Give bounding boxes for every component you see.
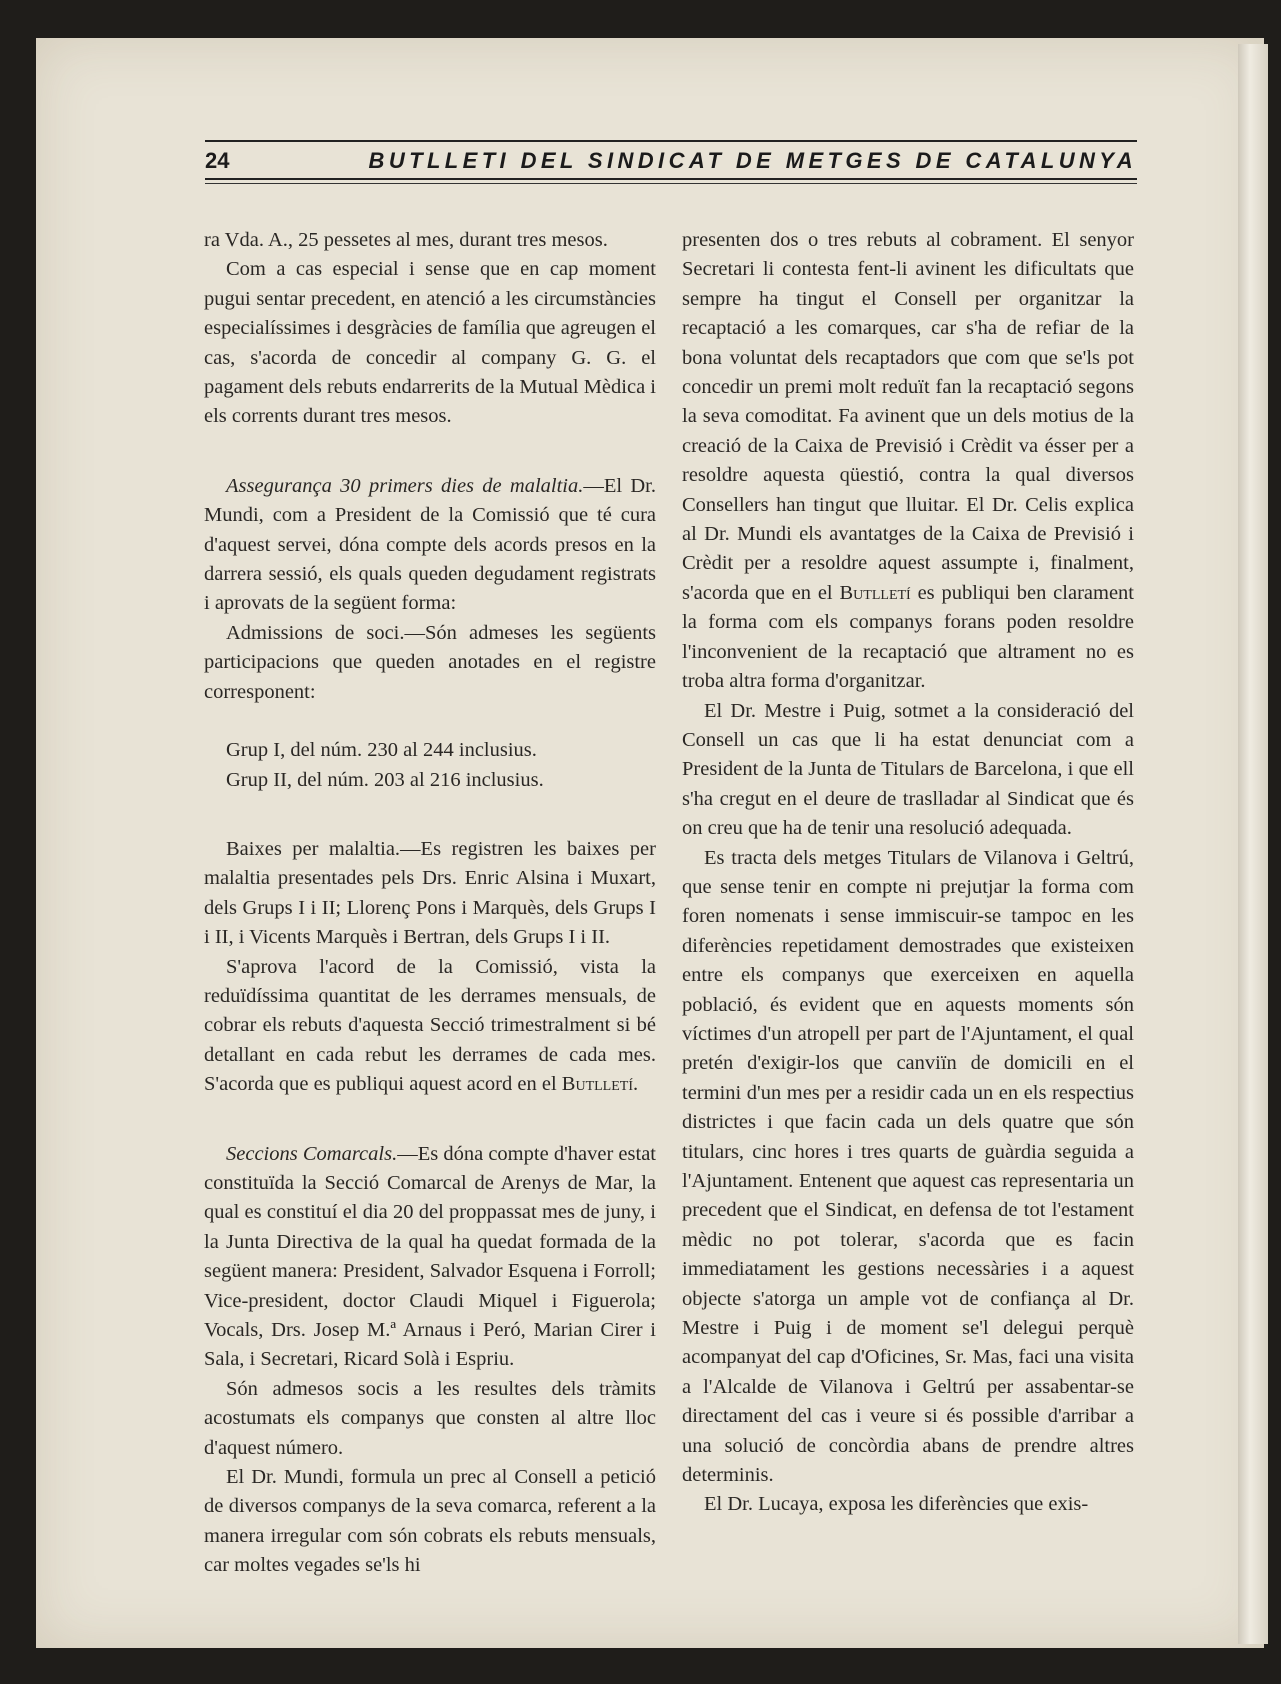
paragraph-body: es publiqui ben clarament la forma com els companys forans poden resoldre l'inconvenient de la recaptació que altrament no es troba altra forma d'organitzar. <box>682 581 1134 693</box>
paragraph <box>204 953 656 1100</box>
paragraph: Baixes per malaltia.—Es registren les baixes per malaltia presentades pels Drs. Enric Alsina i Muxart, dels Grups I i II; Llorenç Pons i Marquès, dels Grups I i II, i Vicents Marquès i Bertran, dels Grups I i II. <box>204 837 656 949</box>
running-header <box>205 140 1137 184</box>
paragraph <box>204 1140 656 1375</box>
paragraph: Es tracta dels metges Titulars de Vilanova i Geltrú, que sense tenir en compte ni prejutjar la forma com foren nomenats i sense immiscuir-se tampoc en les diferències repetidament demostrades que existeixen entre els companys que exerceixen en aquella població, és evident que en aquests moments són víctimes d'un atropell per part de l'Ajuntament, el qual pretén d'exigir-los que canviïn de domicili en el termini d'un mes per a residir cada un en els respectius districtes i que facin cada un dels quatre que són titulars, cinc hores i tres quarts de guàrdia seguida a l'Ajuntament. Entenent que aquest cas representaria un precedent que el Sindicat, en defensa de tot l'estament mèdic no pot tolerar, s'acorda que es facin immediatament les gestions necessàries i a aquest objecte s'atorga un ample vot de confiança al Dr. Mestre i Puig i de moment se'l delegui perquè acompanyat del cap d'Oficines, Sr. Mas, faci una visita a l'Alcalde de Vilanova i Geltrú per assabentar-se directament del cas i veure si és possible d'arribar a una solució de concòrdia abans de prendre altres determinis. <box>682 846 1134 1487</box>
paragraph: Com a cas especial i sense que en cap moment pugui sentar precedent, en atenció a les circumstàncies especialíssimes i desgràcies de família que agreugen el cas, s'acorda de concedir al company G. G. el pagament dels rebuts endarrerits de la Mutual Mèdica i els corrents durant tres mesos. <box>204 258 656 428</box>
right-column <box>682 226 1134 1520</box>
section-heading: Assegurança 30 primers dies de malaltia. <box>226 474 584 497</box>
paragraph <box>204 472 656 619</box>
paragraph <box>682 226 1134 697</box>
running-title: BUTLLETI DEL SINDICAT DE METGES DE CATALUNYA <box>368 148 1137 173</box>
header-row <box>205 142 1137 178</box>
group-list <box>226 736 656 795</box>
section-heading: Seccions Comarcals. <box>226 1142 398 1165</box>
paragraph: Admissions de soci.—Són admeses les següents participacions que queden anotades en el registre corresponent: <box>204 621 656 703</box>
paragraph: El Dr. Mestre i Puig, sotmet a la consideració del Consell un cas que li ha estat denunciat com a President de la Junta de Titulars de Barcelona, i que ell s'ha cregut en el deure de traslladar al Sindicat que és on creu que ha de tenir una resolució adequada. <box>682 699 1134 840</box>
group-item: Grup I, del núm. 230 al 244 inclusius. <box>226 739 537 762</box>
paragraph: El Dr. Mundi, formula un prec al Consell a petició de diversos companys de la seva comarca, referent a la manera irregular com són cobrats els rebuts mensuals, car moltes vegades se'ls hi <box>204 1466 656 1577</box>
header-bottom-rule-thin <box>205 183 1137 184</box>
paragraph-body: S'aprova l'acord de la Comissió, vista la reduïdíssima quantitat de les derrames mensuals, de cobrar els rebuts d'aquesta Secció trimestralment si bé detallant en cada rebut les derrames de cada mes. S'acorda que es publiqui aquest acord en el <box>204 955 656 1096</box>
paragraph: Són admesos socis a les resultes dels tràmits acostumats els companys que consten al altre lloc d'aquest número. <box>204 1377 656 1459</box>
paragraph-body: presenten dos o tres rebuts al cobrament. El senyor Secretari li contesta fent-li avinent les dificultats que sempre ha tingut el Consell per organitzar la recaptació a les comarques, car s'ha de refiar de la bona voluntat dels recaptadors que com que se'ls pot concedir un premi molt reduït fan la recaptació segons la seva comoditat. Fa avinent que un dels motius de la creació de la Caixa de Previsió i Crèdit va ésser per a resoldre aquesta qüestió, contra la qual diversos Consellers han tingut que lluitar. El Dr. Celis explica al Dr. Mundi els avantatges de la Caixa de Previsió i Crèdit per a resoldre aquest assumpte i, finalment, s'acorda que en el <box>682 229 1134 604</box>
publication-name: Butlletí <box>839 581 911 604</box>
left-column <box>204 226 656 1581</box>
punctuation: . <box>633 1073 639 1096</box>
page-number: 24 <box>205 148 230 173</box>
paragraph-body: —El Dr. Mundi, com a President de la Comissió que té cura d'aquest servei, dóna compte dels acords presos en la darrera sessió, els quals queden degudament registrats i aprovats de la següent forma: <box>204 474 656 615</box>
paragraph-body: —Es dóna compte d'haver estat constituïda la Secció Comarcal de Arenys de Mar, la qual es constituí el dia 20 del proppassat mes de juny, i la Junta Directiva de la qual ha quedat formada de la següent manera: President, Salvador Esquena i Forroll; Vice-president, doctor Claudi Miquel i Figuerola; Vocals, Drs. Josep M.ª Arnaus i Peró, Marian Cirer i Sala, i Secretari, Ricard Solà i Espriu. <box>204 1142 656 1371</box>
publication-name: Butlletí <box>561 1073 633 1096</box>
paragraph: ra Vda. A., 25 pessetes al mes, durant tres mesos. <box>204 229 608 251</box>
paragraph: El Dr. Lucaya, exposa les diferències que exis- <box>704 1493 1089 1516</box>
group-item: Grup II, del núm. 203 al 216 inclusius. <box>226 768 544 791</box>
page-edge <box>1238 44 1268 1644</box>
